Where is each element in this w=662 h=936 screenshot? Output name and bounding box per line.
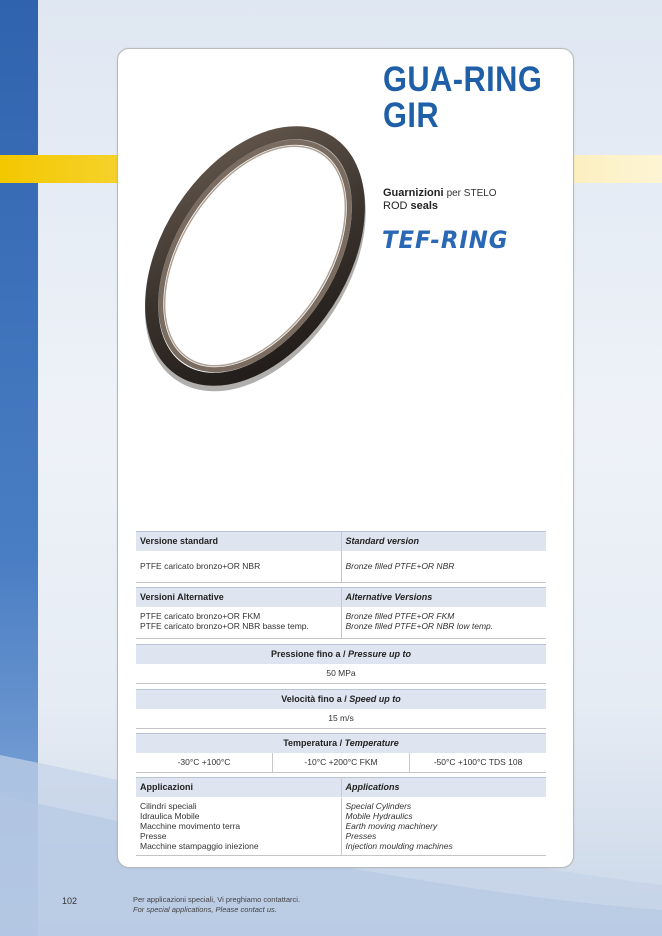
- temperature-value-standard: -30°C +100°C: [177, 757, 231, 767]
- brand-logo: TEF-RING: [382, 226, 509, 254]
- temperature-value-fkm: -10°C +200°C FKM: [272, 753, 409, 772]
- temperature-value-tds: -50°C +100°C TDS 108: [409, 753, 546, 772]
- spec-value-row: [136, 607, 546, 639]
- product-title-line2: GIR: [383, 96, 440, 135]
- list-item: Bronze filled PTFE+OR NBR low temp.: [345, 621, 494, 631]
- subtitle-it-rest: per STELO: [446, 188, 497, 199]
- list-item: PTFE caricato bronzo+OR NBR basse temp.: [140, 621, 309, 631]
- list-item: Macchine stampaggio iniezione: [140, 841, 259, 851]
- list-item: Presses: [345, 831, 377, 841]
- list-item: Presse: [140, 831, 167, 841]
- temperature-header: [136, 733, 546, 753]
- pressure-value: 50 MPa: [136, 664, 546, 684]
- standard-value-it: PTFE caricato bronzo+OR NBR: [140, 561, 261, 571]
- list-item: Idraulica Mobile: [140, 811, 200, 821]
- list-item: Macchine movimento terra: [140, 821, 241, 831]
- alternative-values-it: [136, 607, 341, 638]
- spec-value-row: [136, 797, 546, 856]
- subtitle-it-bold: Guarnizioni: [383, 187, 444, 199]
- applications-header-en: Applications: [341, 778, 547, 797]
- product-subtitle: [383, 187, 497, 213]
- page-number: 102: [62, 896, 78, 906]
- applications-header-it: Applicazioni: [140, 782, 194, 792]
- speed-value: 15 m/s: [136, 709, 546, 729]
- pressure-header-en: Pressure up to: [348, 649, 412, 659]
- list-item: Bronze filled PTFE+OR FKM: [345, 611, 455, 621]
- spec-pressure: [136, 644, 546, 684]
- spec-header-row: [136, 777, 546, 797]
- alternative-header-it: Versioni Alternative: [140, 592, 224, 602]
- spec-speed: [136, 689, 546, 729]
- pressure-header-it: Pressione fino a /: [270, 649, 346, 659]
- subtitle-en-bold: seals: [410, 200, 439, 212]
- product-title: [383, 62, 542, 134]
- list-item: PTFE caricato bronzo+OR FKM: [140, 611, 261, 621]
- spec-standard-version: [136, 531, 546, 583]
- speed-header-en: Speed up to: [349, 694, 401, 704]
- standard-header-en: Standard version: [341, 532, 547, 551]
- temperature-header-it: Temperatura /: [283, 738, 343, 748]
- footer-note: [133, 895, 300, 914]
- product-title-line1: GUA-RING: [383, 60, 543, 99]
- standard-header-it: Versione standard: [140, 536, 219, 546]
- temperature-values-row: [136, 753, 546, 773]
- list-item: Earth moving machinery: [345, 821, 438, 831]
- list-item: Special Cylinders: [345, 801, 412, 811]
- list-item: Mobile Hydraulics: [345, 811, 413, 821]
- speed-header-it: Velocità fino a /: [281, 694, 347, 704]
- list-item: Injection moulding machines: [345, 841, 453, 851]
- temperature-header-en: Temperature: [344, 738, 399, 748]
- footer-note-it: Per applicazioni speciali, Vi preghiamo contattarci.: [133, 895, 301, 904]
- applications-list-en: [341, 798, 547, 855]
- spec-header-row: [136, 531, 546, 551]
- footer-note-en: For special applications, Please contact us.: [133, 904, 277, 914]
- spec-applications: [136, 777, 546, 856]
- applications-list-it: [136, 798, 341, 855]
- spec-alternative-versions: [136, 587, 546, 639]
- seal-ring-image: [140, 108, 370, 403]
- alternative-values-en: [341, 607, 547, 638]
- subtitle-en-prefix: ROD: [383, 200, 408, 212]
- spec-header-row: [136, 587, 546, 607]
- speed-header: [136, 689, 546, 709]
- spec-value-row: [136, 551, 546, 583]
- spec-temperature: [136, 733, 546, 773]
- standard-value-en: Bronze filled PTFE+OR NBR: [341, 551, 547, 582]
- alternative-header-en: Alternative Versions: [341, 588, 547, 607]
- list-item: Cilindri speciali: [140, 801, 197, 811]
- pressure-header: [136, 644, 546, 664]
